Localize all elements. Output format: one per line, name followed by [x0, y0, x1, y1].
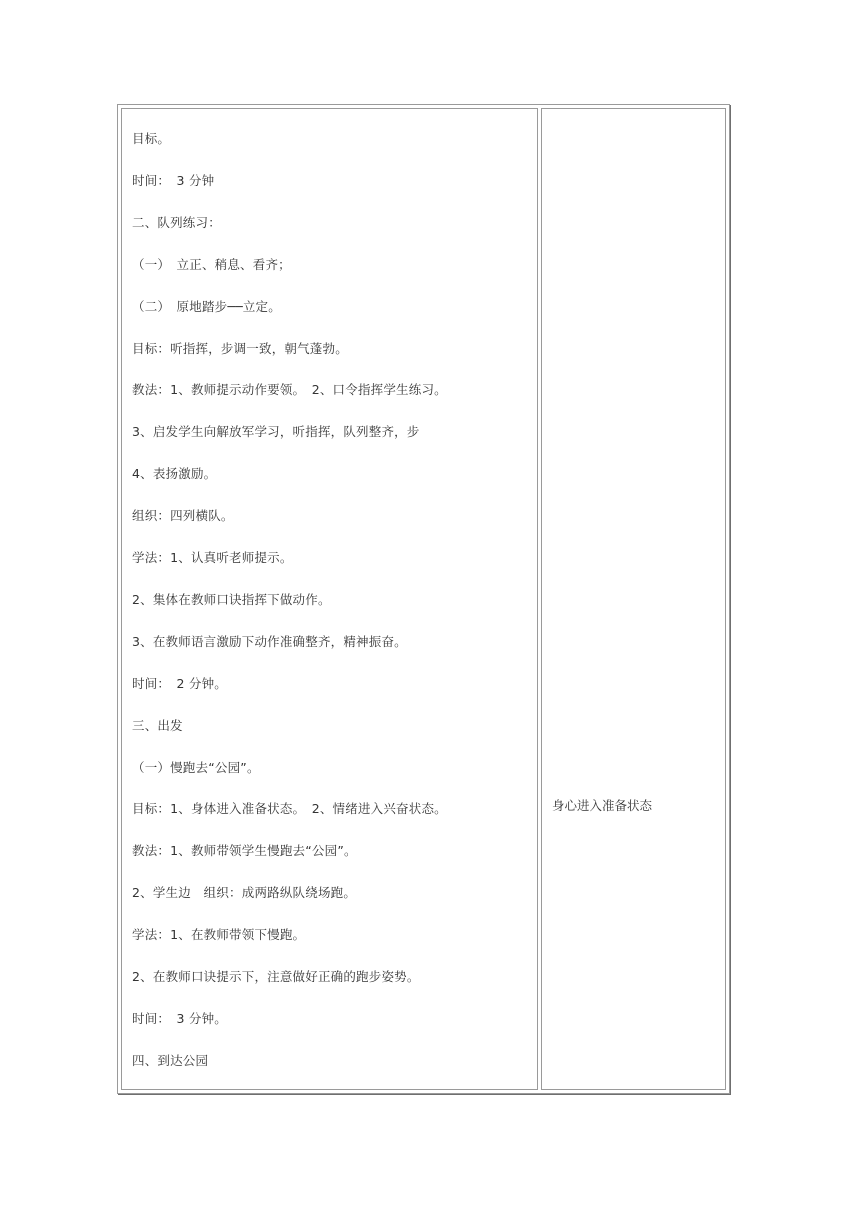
- notes-cell: [541, 108, 726, 1090]
- content-line: 学法：1、在教师带领下慢跑。: [132, 927, 306, 943]
- content-line: 时间： 3 分钟: [132, 172, 215, 188]
- content-line: 3、在教师语言激励下动作准确整齐，精神振奋。: [132, 633, 407, 649]
- lesson-table: [117, 104, 730, 1094]
- content-line: 教法：1、教师提示动作要领。 2、口令指挥学生练习。: [132, 382, 447, 398]
- content-line: 三、出发: [132, 717, 183, 733]
- content-line: （一）慢跑去“公园”。: [132, 759, 260, 775]
- content-line: 2、在教师口诀提示下，注意做好正确的跑步姿势。: [132, 969, 420, 984]
- content-line: 四、到达公园: [132, 1052, 209, 1068]
- content-line: 4、表扬激励。: [132, 466, 217, 482]
- content-line: 3、启发学生向解放军学习，听指挥，队列整齐，步: [132, 424, 420, 440]
- content-line: 2、学生边 组织：成两路纵队绕场跑。: [132, 885, 357, 901]
- content-line: 时间： 3 分钟。: [132, 1010, 227, 1026]
- content-line: 时间： 2 分钟。: [132, 675, 227, 691]
- content-line: 目标。: [132, 131, 171, 146]
- notes-text: 身心进入准备状态: [552, 798, 653, 813]
- content-line: 目标：1、身体进入准备状态。 2、情绪进入兴奋状态。: [132, 801, 447, 817]
- content-line: 组织：四列横队。: [132, 508, 234, 524]
- content-line: （二） 原地踏步──立定。: [132, 298, 281, 314]
- content-line: 教法：1、教师带领学生慢跑去“公园”。: [132, 843, 357, 859]
- content-line: 目标：听指挥，步调一致，朝气蓬勃。: [132, 340, 348, 356]
- content-line: （一） 立正、稍息、看齐；: [132, 256, 291, 272]
- content-line: 2、集体在教师口诀指挥下做动作。: [132, 591, 331, 607]
- content-cell: [121, 108, 538, 1090]
- content-line: 学法：1、认真听老师提示。: [132, 550, 293, 565]
- content-line: 二、队列练习：: [132, 214, 221, 230]
